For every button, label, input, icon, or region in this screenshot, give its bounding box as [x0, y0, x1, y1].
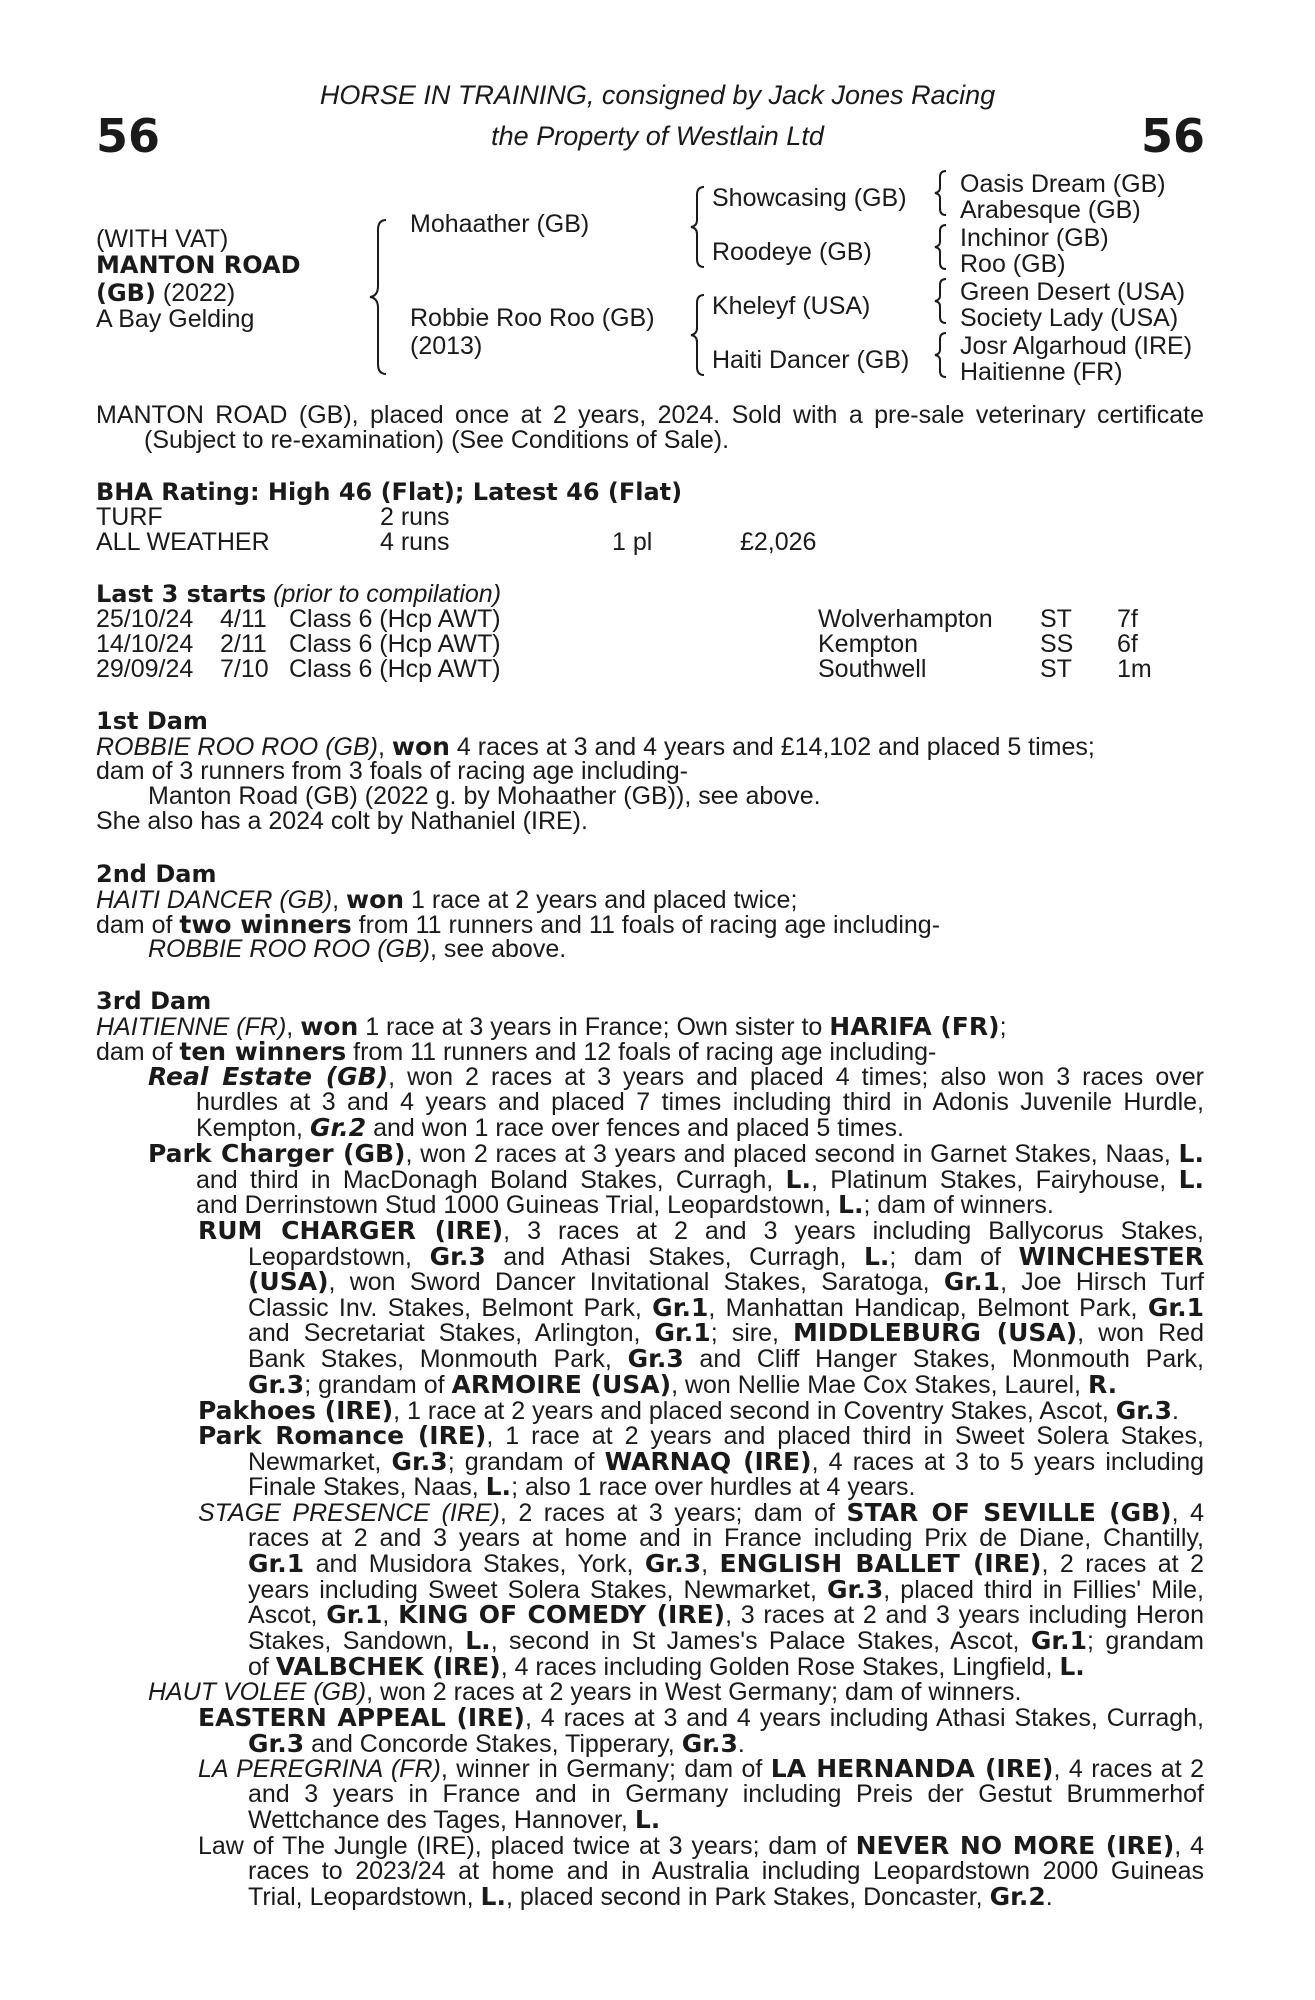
text: races to 2023/24 at home and in Australia including Leopardstown 2000 Guineas [248, 1856, 1204, 1885]
start-course: Southwell [818, 655, 927, 683]
produce-line [248, 1474, 915, 1501]
text: and Concorde Stakes, Tipperary, [304, 1729, 682, 1758]
bold-text: Gr.3 [429, 1241, 486, 1271]
gen3-3: Inchinor (GB) [960, 224, 1109, 252]
text: ; grandam of [447, 1447, 605, 1476]
text: Bank Stakes, Monmouth Park, [248, 1345, 628, 1373]
text: , 3 races at 2 and 3 years including Ballycorus Stakes, [503, 1217, 1204, 1245]
bold-text: L. [838, 1190, 864, 1220]
text: , 1 race at 2 years and placed second in Coventry Stakes, Ascot, [393, 1397, 1116, 1425]
text: and won 1 race over fences and placed 5 times. [366, 1114, 904, 1143]
text: , won 2 races at 3 years and placed second in Garnet Stakes, Naas, [405, 1140, 1179, 1168]
horse-year: (2022) [162, 279, 236, 307]
start-distance: 7f [1117, 605, 1138, 633]
produce-line [248, 1574, 1204, 1604]
produce-line [248, 1651, 1085, 1681]
bold-text: NEVER NO MORE (IRE) [855, 1831, 1175, 1860]
bold-text: Gr.1 [943, 1267, 1001, 1297]
bold-text: L. [863, 1241, 890, 1271]
bold-text: LA HERNANDA (IRE) [770, 1754, 1054, 1783]
text: Classic Inv. Stakes, Belmont Park, [248, 1293, 653, 1322]
pedigree-bracket-g4 [930, 330, 952, 380]
dam3-end: ; [999, 1013, 1007, 1041]
text: and 3 years in France and in Germany including Preis der Gestut Brummerhof [248, 1779, 1204, 1808]
produce-line [248, 1446, 1204, 1476]
text: ; dam of winners. [863, 1191, 1054, 1220]
text: and Derrinstown Stud 1000 Guineas Trial, Leopardstown, [196, 1191, 839, 1220]
dam2-dam-of: dam of [96, 911, 180, 939]
text: races at 2 and 3 years at home and in France including Prix de Diane, Chantilly, [248, 1523, 1204, 1552]
bold-text: R. [1087, 1369, 1118, 1399]
last-starts-heading [96, 582, 501, 608]
text: . [737, 1729, 745, 1758]
lot-number-left: 56 [96, 109, 161, 163]
bold-text: Gr.3 [681, 1728, 738, 1758]
text: and Musidora Stakes, York, [304, 1550, 645, 1579]
produce-line [248, 1628, 1204, 1654]
produce-line [248, 1292, 1204, 1322]
start-date: 14/10/24 [96, 630, 194, 658]
dam1-name: ROBBIE ROO ROO (GB) [96, 733, 378, 761]
bold-text: Gr.1 [1147, 1292, 1204, 1322]
last-starts-title: Last 3 starts [96, 580, 267, 608]
dam3-sep: , [286, 1013, 301, 1041]
text: , Joe Hirsch Turf [1000, 1268, 1205, 1297]
produce-line [248, 1346, 1204, 1372]
start-distance: 1m [1117, 655, 1152, 683]
bold-text: L. [785, 1164, 811, 1194]
text: , won Nellie Mae Cox Stakes, Laurel, [671, 1370, 1088, 1399]
start-date: 25/10/24 [96, 605, 194, 633]
gen3-2: Arabesque (GB) [960, 196, 1141, 224]
start-class: Class 6 (Hcp AWT) [289, 655, 501, 683]
bold-text: Gr.3 [827, 1574, 884, 1604]
rating-runs: 4 runs [380, 528, 450, 556]
start-course: Kempton [818, 630, 919, 658]
produce-line [248, 1884, 1053, 1911]
sire-dam: Roodeye (GB) [712, 238, 872, 266]
section-heading-2nd-dam: 2nd Dam [96, 860, 217, 888]
header-line-2: the Property of Westlain Ltd [491, 121, 824, 151]
dam: Robbie Roo Roo (GB) [410, 304, 655, 332]
gen3-4: Roo (GB) [960, 250, 1066, 278]
dam1-line-2: dam of 3 runners from 3 foals of racing age including- [96, 757, 688, 785]
produce-line [248, 1269, 1204, 1295]
dam2-produce-note: , see above. [429, 935, 567, 963]
dam2-record: 1 race at 2 years and placed twice; [404, 886, 798, 914]
summary-line-1: MANTON ROAD (GB), placed once at 2 years, 2024. Sold with a pre-sale veterinary certificate [96, 401, 1204, 429]
text: , 3 races at 2 and 3 years including Heron [725, 1601, 1204, 1630]
italic-text: LA PEREGRINA (FR) [198, 1755, 441, 1783]
bold-text: L. [1059, 1651, 1085, 1681]
last-starts-note: (prior to compilation) [273, 580, 502, 608]
gen3-6: Society Lady (USA) [960, 304, 1179, 332]
text: Trial, Leopardstown, [248, 1883, 481, 1912]
bold-text: Gr.3 [627, 1344, 684, 1373]
header-line-1: HORSE IN TRAINING, consigned by Jack Jones Racing [319, 80, 996, 110]
vat-label: (WITH VAT) [96, 225, 229, 253]
produce-line [248, 1728, 745, 1758]
dam-year: (2013) [410, 332, 483, 360]
text: ; grandam [1087, 1627, 1204, 1655]
produce-line [198, 1756, 1204, 1782]
produce-line [196, 1164, 1204, 1194]
dam1-line-3: Manton Road (GB) (2022 g. by Mohaather (GB)), see above. [148, 782, 821, 810]
horse-suffix: (GB) [96, 279, 156, 307]
start-position: 7/10 [220, 655, 269, 683]
gen3-8: Haitienne (FR) [960, 358, 1123, 386]
dam3-sister: HARIFA (FR) [829, 1012, 1000, 1041]
dam2-name: HAITI DANCER (GB) [96, 886, 333, 914]
text: , 2 races at 2 [1041, 1550, 1204, 1579]
text: , winner in Germany; dam of [440, 1755, 771, 1783]
start-going: ST [1040, 605, 1072, 633]
bold-text: RUM CHARGER (IRE) [198, 1216, 504, 1245]
bold-text: L. [480, 1882, 506, 1912]
text: , [382, 1601, 399, 1630]
produce-line [198, 1833, 1204, 1859]
dam1-line-4: She also has a 2024 colt by Nathaniel (IRE). [96, 807, 588, 835]
gen3-7: Josr Algarhoud (IRE) [960, 332, 1193, 360]
produce-line [248, 1369, 1118, 1399]
text: , won 2 races at 3 years and placed 4 times; also won 3 races over [388, 1063, 1204, 1091]
section-heading-3rd-dam: 3rd Dam [96, 987, 212, 1015]
produce-line [248, 1807, 660, 1834]
bold-text: Park Charger (GB) [148, 1139, 406, 1168]
bold-text: WINCHESTER [1018, 1241, 1205, 1271]
produce-line [196, 1087, 1204, 1116]
bold-text: Gr.3 [248, 1369, 305, 1399]
dam-sire: Kheleyf (USA) [712, 292, 871, 320]
produce-line [248, 1320, 1204, 1346]
text: , 4 races at 2 [1053, 1755, 1204, 1783]
sire: Mohaather (GB) [410, 210, 590, 238]
start-class: Class 6 (Hcp AWT) [289, 630, 501, 658]
text: ; dam of [889, 1242, 1019, 1271]
start-going: ST [1040, 655, 1072, 683]
produce-line [198, 1218, 1204, 1244]
produce-line [248, 1551, 1204, 1577]
bold-text: L. [634, 1805, 661, 1835]
text: Leopardstown, [248, 1242, 430, 1271]
produce-line [248, 1602, 1204, 1628]
italic-text: HAUT VOLEE (GB) [148, 1678, 367, 1706]
bold-text: Gr.1 [326, 1600, 383, 1630]
bold-text: Gr.3 [644, 1549, 702, 1579]
produce-line [198, 1423, 1204, 1449]
bold-text: Gr.3 [248, 1728, 305, 1758]
text: ; sire, [710, 1319, 794, 1348]
text: , 4 races at 3 to 5 years including [811, 1447, 1204, 1476]
produce-line [198, 1500, 1204, 1526]
lot-number-right: 56 [1140, 109, 1205, 163]
text: Law of The Jungle (IRE), placed twice at 3 years; dam of [198, 1832, 856, 1860]
text: , second in St James's Palace Stakes, Ascot, [490, 1627, 1031, 1655]
text: ; grandam of [304, 1370, 452, 1399]
dam2-won: won [346, 885, 405, 914]
horse-description: A Bay Gelding [96, 305, 255, 333]
bold-text: L. [1178, 1139, 1204, 1168]
bold-text: Gr.1 [652, 1292, 709, 1322]
dam2-sep: , [332, 886, 347, 914]
bold-text: Gr.1 [1030, 1626, 1088, 1655]
pedigree-bracket-g1 [930, 168, 952, 218]
bold-text: Gr.3 [1115, 1396, 1172, 1425]
produce-line [148, 1680, 1021, 1706]
bold-text: L. [1178, 1164, 1204, 1194]
dam2-winners: two winners [179, 910, 352, 939]
text: Wettchance des Tages, Hannover, [248, 1806, 635, 1835]
rating-runs: 2 runs [380, 503, 450, 531]
text: Kempton, [196, 1114, 310, 1143]
dam3-winners: ten winners [179, 1037, 347, 1066]
dam3-runners: from 11 runners and 12 foals of racing age including- [346, 1038, 937, 1066]
text: , 4 [1171, 1499, 1204, 1527]
text: and third in MacDonagh Boland Stakes, Curragh, [196, 1165, 786, 1194]
pedigree-bracket-dam [686, 292, 710, 378]
text: and Cliff Hanger Stakes, Monmouth Park, [683, 1345, 1204, 1373]
start-date: 29/09/24 [96, 655, 194, 683]
rating-prize: £2,026 [740, 528, 817, 556]
produce-line [198, 1705, 1204, 1731]
bold-text: (USA) [248, 1267, 329, 1297]
bha-rating: BHA Rating: High 46 (Flat); Latest 46 (Flat) [96, 478, 683, 506]
gen3-1: Oasis Dream (GB) [960, 170, 1166, 198]
start-class: Class 6 (Hcp AWT) [289, 605, 501, 633]
text: , won Red [1077, 1319, 1204, 1348]
produce-line [248, 1856, 1204, 1885]
text: Stakes, Sandown, [248, 1627, 466, 1655]
bold-text: Pakhoes (IRE) [198, 1396, 394, 1425]
dam2-produce-name: ROBBIE ROO ROO (GB) [148, 935, 430, 963]
text: . [1171, 1397, 1179, 1425]
text: , [701, 1550, 720, 1579]
bold-text: Park Romance (IRE) [198, 1421, 487, 1450]
bold-text: L. [465, 1626, 491, 1655]
text: years including Sweet Solera Stakes, Newmarket, [248, 1575, 828, 1604]
horse-origin-line [96, 281, 235, 307]
section-heading-1st-dam: 1st Dam [96, 707, 208, 735]
gen3-5: Green Desert (USA) [960, 278, 1186, 306]
dam3-record: 1 race at 3 years in France; Own sister to [358, 1013, 830, 1041]
bold-text: WARNAQ (IRE) [604, 1446, 812, 1476]
text: and Athasi Stakes, Curragh, [485, 1242, 864, 1271]
text: , placed second in Park Stakes, Doncaster, [505, 1883, 990, 1912]
produce-line [148, 1141, 1204, 1167]
start-position: 2/11 [220, 630, 267, 658]
italic-text: STAGE PRESENCE (IRE) [198, 1499, 500, 1527]
produce-line [248, 1779, 1204, 1808]
bold-text: Gr.1 [248, 1549, 305, 1579]
sire-sire: Showcasing (GB) [712, 184, 907, 212]
bold-text: Gr.1 [654, 1318, 711, 1348]
bold-text: EASTERN APPEAL (IRE) [198, 1703, 525, 1732]
text: Finale Stakes, Naas, [248, 1473, 486, 1502]
dam1-won: won [391, 732, 450, 761]
text: hurdles at 3 and 4 years and placed 7 times including third in Adonis Juvenile Hurdle, [196, 1087, 1204, 1116]
text: , placed third in Fillies' Mile, [883, 1575, 1204, 1604]
rating-placed: 1 pl [612, 528, 653, 556]
text: Newmarket, [248, 1447, 392, 1476]
pedigree-bracket-sire [686, 184, 710, 270]
rating-surface: ALL WEATHER [96, 528, 270, 556]
text: , won Sword Dancer Invitational Stakes, Saratoga, [328, 1268, 944, 1297]
dam-dam: Haiti Dancer (GB) [712, 346, 910, 374]
produce-line [196, 1192, 1054, 1219]
bold-text: STAR OF SEVILLE (GB) [846, 1498, 1172, 1527]
dam3-dam-of: dam of [96, 1038, 180, 1066]
bold-text: MIDDLEBURG (USA) [793, 1318, 1078, 1348]
bold-text: Gr.2 [309, 1113, 367, 1143]
start-position: 4/11 [220, 605, 267, 633]
dam2-runners: from 11 runners and 11 foals of racing age including- [351, 911, 941, 939]
dam2-line-3 [148, 937, 566, 963]
start-course: Wolverhampton [818, 605, 993, 633]
rating-surface: TURF [96, 503, 163, 531]
text: ; also 1 race over hurdles at 4 years. [511, 1473, 916, 1502]
bold-text: Gr.3 [391, 1446, 448, 1476]
pedigree-bracket-g2 [930, 222, 952, 272]
text: , 4 [1174, 1832, 1204, 1860]
bold-text: ENGLISH BALLET (IRE) [719, 1549, 1042, 1579]
dam3-won: won [300, 1012, 359, 1041]
produce-line [248, 1241, 1205, 1271]
text: of [248, 1652, 276, 1681]
bold-text: L. [485, 1472, 512, 1502]
text: , Manhattan Handicap, Belmont Park, [708, 1293, 1148, 1322]
pedigree-bracket-g3 [930, 276, 952, 326]
start-distance: 6f [1117, 630, 1138, 658]
bold-text: Gr.2 [989, 1882, 1046, 1912]
start-going: SS [1040, 630, 1074, 658]
text: , 2 races at 3 years; dam of [499, 1499, 847, 1527]
text: , 4 races at 3 and 4 years including Athasi Stakes, Curragh, [524, 1704, 1204, 1732]
summary-line-2: (Subject to re-examination) (See Conditions of Sale). [144, 426, 730, 454]
produce-line [148, 1064, 1204, 1090]
bold-text: ARMOIRE (USA) [451, 1369, 672, 1399]
produce-line [196, 1115, 904, 1142]
text: , 4 races including Golden Rose Stakes, Lingfield, [500, 1652, 1060, 1681]
bold-text: VALBCHEK (IRE) [275, 1651, 501, 1681]
text: and Secretariat Stakes, Arlington, [248, 1319, 655, 1348]
produce-line [248, 1523, 1204, 1552]
pedigree-bracket-main [364, 216, 394, 378]
text: , 1 race at 2 years and placed third in Sweet Solera Stakes, [486, 1422, 1204, 1450]
text: , won 2 races at 2 years in West Germany; dam of winners. [366, 1678, 1022, 1706]
horse-name: MANTON ROAD [96, 251, 301, 279]
dam3-name: HAITIENNE (FR) [96, 1013, 287, 1041]
bold-text: KING OF COMEDY (IRE) [398, 1600, 726, 1630]
bold-text: Real Estate (GB) [148, 1062, 389, 1091]
text: , Platinum Stakes, Fairyhouse, [810, 1165, 1179, 1194]
text: . [1045, 1883, 1053, 1912]
dam1-record: 4 races at 3 and 4 years and £14,102 and placed 5 times; [449, 733, 1095, 761]
dam1-sep: , [377, 733, 392, 761]
text: Ascot, [248, 1601, 327, 1630]
